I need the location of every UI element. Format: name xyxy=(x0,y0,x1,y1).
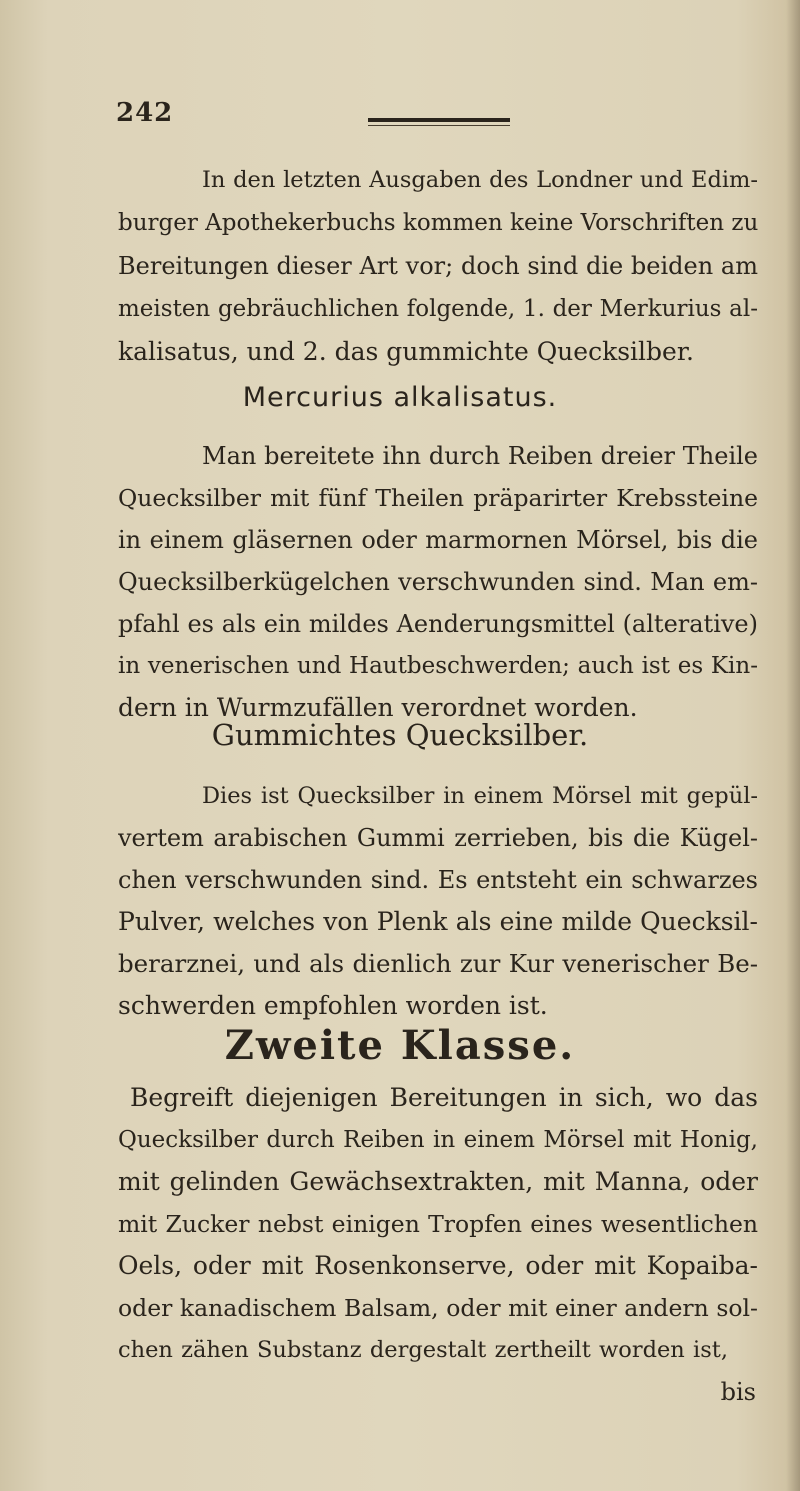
body-line: pfahl es als ein mildes Aenderungsmittel (alterative) xyxy=(118,610,758,638)
section-heading-gummichtes: Gummichtes Quecksilber. xyxy=(211,718,589,752)
page-number: 242 xyxy=(116,98,174,128)
body-line: dern in Wurmzufällen verordnet worden. xyxy=(118,693,638,722)
body-line: mit gelinden Gewächsextrakten, mit Manna, oder xyxy=(118,1167,758,1196)
body-line: chen zähen Substanz dergestalt zertheilt worden ist, xyxy=(118,1337,728,1363)
header-rule-thin xyxy=(368,125,510,126)
body-line: chen verschwunden sind. Es entsteht ein schwarzes xyxy=(118,866,758,894)
header-rule xyxy=(368,118,510,122)
body-line: Begreift diejenigen Bereitungen in sich, wo das xyxy=(130,1083,758,1112)
section-heading-zweite-klasse: Zweite Klasse. xyxy=(224,1022,576,1069)
body-line: Quecksilberkügelchen verschwunden sind. Man em- xyxy=(118,568,758,596)
body-line: berarznei, und als dienlich zur Kur venerischer Be- xyxy=(118,949,758,978)
body-line: Oels, oder mit Rosenkonserve, oder mit Kopaiba- xyxy=(118,1251,758,1280)
body-line: schwerden empfohlen worden ist. xyxy=(118,991,548,1020)
body-line: in einem gläsernen oder marmornen Mörsel, bis die xyxy=(118,526,758,554)
body-line: Quecksilber mit fünf Theilen präparirter Krebssteine xyxy=(118,484,758,512)
section-heading-mercurius: Mercurius alkalisatus. xyxy=(242,382,558,413)
intro-line: burger Apothekerbuchs kommen keine Vorschriften zu xyxy=(118,210,758,236)
intro-line: meisten gebräuchlichen folgende, 1. der Merkurius al- xyxy=(118,296,758,322)
intro-line: kalisatus, und 2. das gummichte Quecksilber. xyxy=(118,337,695,366)
body-line: in venerischen und Hautbeschwerden; auch ist es Kin- xyxy=(118,653,758,679)
intro-line: Bereitungen dieser Art vor; doch sind die beiden am xyxy=(118,252,758,280)
intro-line: In den letzten Ausgaben des Londner und Edim- xyxy=(202,167,758,193)
body-line: oder kanadischem Balsam, oder mit einer andern sol- xyxy=(118,1294,758,1322)
body-line: Man bereitete ihn durch Reiben dreier Theile xyxy=(202,442,758,470)
catchword: bis xyxy=(720,1378,756,1406)
body-line: Pulver, welches von Plenk als eine milde Quecksil- xyxy=(118,907,758,936)
body-line: Quecksilber durch Reiben in einem Mörsel mit Honig, xyxy=(118,1127,758,1153)
body-line: mit Zucker nebst einigen Tropfen eines wesentlichen xyxy=(118,1210,758,1238)
body-line: Dies ist Quecksilber in einem Mörsel mit gepül- xyxy=(202,783,758,809)
body-line: vertem arabischen Gummi zerrieben, bis die Kügel- xyxy=(118,824,758,852)
